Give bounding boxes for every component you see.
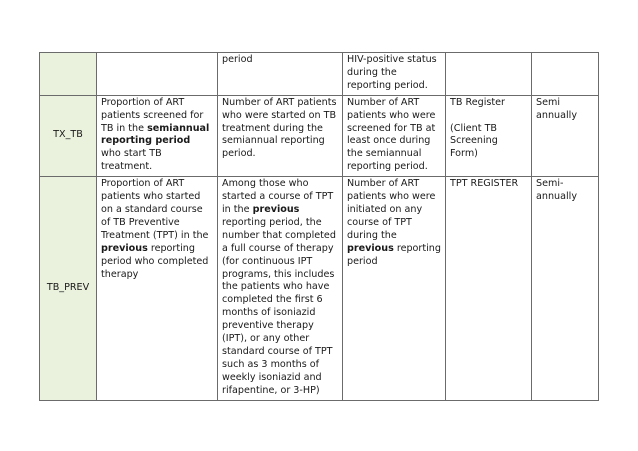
denominator-cell	[343, 177, 446, 400]
indicator-code-cell	[40, 53, 97, 96]
emphasis-text: semiannual reporting period	[101, 122, 210, 147]
cell-text: Number of ART patients who were initiated on any course of TPT during the	[347, 178, 436, 241]
emphasis-text: previous	[252, 203, 300, 215]
reporting-frequency-cell	[532, 177, 599, 400]
cell-text: Proportion of ART patients who started on a standard course of TB Preventive Treatment (TPT) in the	[101, 178, 209, 241]
cell-text: TPT REGISTER	[450, 178, 519, 190]
cell-text: reporting period	[347, 242, 441, 267]
emphasis-text: previous	[347, 242, 394, 254]
table-row	[40, 53, 599, 96]
numerator-cell	[218, 177, 343, 400]
table-row	[40, 95, 599, 176]
cell-text: (Client TB Screening Form)	[450, 122, 498, 160]
data-source-cell	[446, 95, 532, 176]
reporting-frequency-cell	[532, 95, 599, 176]
cell-text: Proportion of ART patients screened for TB in the	[101, 96, 204, 134]
denominator-cell	[343, 95, 446, 176]
cell-text: who start TB treatment.	[101, 148, 162, 173]
indicator-description-cell	[97, 53, 218, 96]
cell-text: period	[222, 54, 253, 65]
cell-text: Semi annually	[536, 96, 578, 121]
indicator-table	[39, 52, 599, 401]
cell-text: reporting period, the number that completed a full course of therapy (for continuous IPT programs, this includes the patients who have completed the first 6 months of isoniazid preventive therapy (IPT), or any other standard course of TPT such as 3 months of weekly isoniazid and rifapentine, or 3-HP)	[222, 216, 336, 396]
numerator-cell	[218, 53, 343, 96]
numerator-cell	[218, 95, 343, 176]
data-source-cell	[446, 53, 532, 96]
cell-text: reporting period who completed therapy	[101, 242, 209, 280]
data-source-cell	[446, 177, 532, 400]
indicator-description-cell	[97, 95, 218, 176]
cell-text: Number of ART patients who were screened for TB at least once during the semiannual reporting period.	[347, 96, 436, 173]
reporting-frequency-cell	[532, 53, 599, 96]
cell-text: Among those who started a course of TPT in the	[222, 178, 334, 215]
indicator-code-cell: TB_PREV	[40, 177, 97, 400]
indicator-description-cell	[97, 177, 218, 400]
denominator-cell	[343, 53, 446, 96]
cell-text: Number of ART patients who were started on TB treatment during the semiannual reporting period.	[222, 96, 337, 160]
cell-text: HIV-positive status during the reporting period.	[347, 54, 437, 91]
cell-text: Semi-annually	[536, 178, 578, 203]
cell-text: TB Register	[450, 96, 505, 108]
indicator-code-cell: TX_TB	[40, 95, 97, 176]
table-row	[40, 177, 599, 400]
emphasis-text: previous	[101, 242, 148, 254]
